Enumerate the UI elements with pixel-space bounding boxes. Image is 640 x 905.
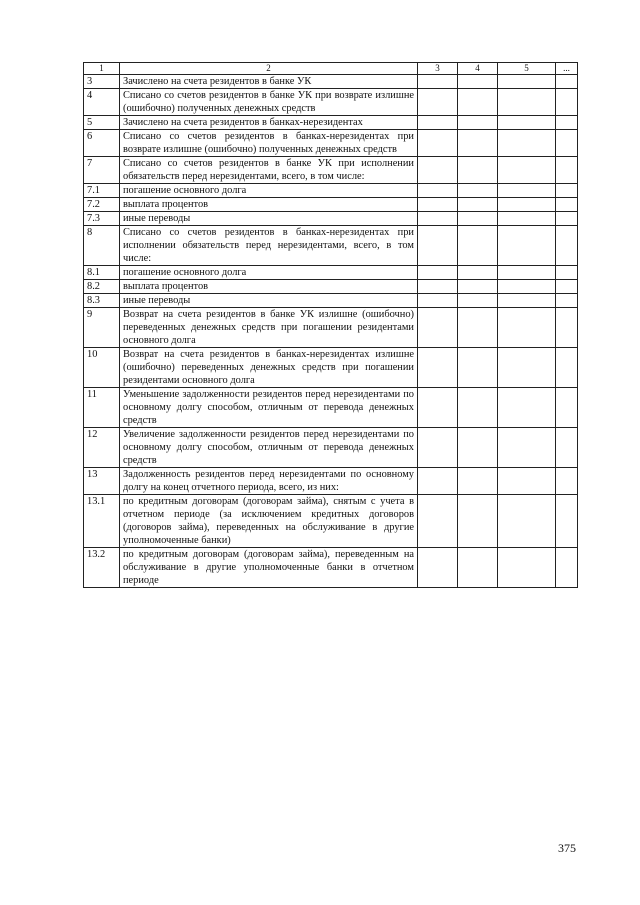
- header-col-1: 1: [84, 63, 120, 75]
- value-cell: [418, 280, 458, 294]
- value-cell: [498, 157, 556, 184]
- value-cell: [498, 89, 556, 116]
- table-row: [84, 89, 578, 116]
- row-number: 3: [84, 75, 120, 89]
- row-number: 6: [84, 130, 120, 157]
- table-row: [84, 428, 578, 468]
- row-number: 7: [84, 157, 120, 184]
- value-cell: [458, 212, 498, 226]
- value-cell: [418, 198, 458, 212]
- value-cell: [418, 212, 458, 226]
- value-cell: [418, 308, 458, 348]
- value-cell: [418, 388, 458, 428]
- header-col-5: 5: [498, 63, 556, 75]
- row-number: 13.1: [84, 495, 120, 548]
- value-cell: [498, 468, 556, 495]
- header-col-2: 2: [120, 63, 418, 75]
- row-indicator: по кредитным договорам (договорам займа), снятым с учета в отчетном периоде (за исключением кредитных договоров (договоров займа), переведенных на обслуживание в другие уполномоченные банки): [120, 495, 418, 548]
- value-cell: [556, 348, 578, 388]
- value-cell: [498, 495, 556, 548]
- value-cell: [418, 226, 458, 266]
- value-cell: [556, 130, 578, 157]
- table-row: [84, 468, 578, 495]
- value-cell: [418, 495, 458, 548]
- value-cell: [556, 116, 578, 130]
- table-row: [84, 388, 578, 428]
- table-row: [84, 495, 578, 548]
- value-cell: [556, 75, 578, 89]
- table-row: [84, 212, 578, 226]
- table-row: [84, 266, 578, 280]
- row-number: 5: [84, 116, 120, 130]
- value-cell: [556, 157, 578, 184]
- value-cell: [556, 495, 578, 548]
- table-header: [84, 63, 578, 75]
- row-number: 9: [84, 308, 120, 348]
- value-cell: [556, 388, 578, 428]
- table-row: [84, 157, 578, 184]
- row-number: 7.3: [84, 212, 120, 226]
- row-number: 8.3: [84, 294, 120, 308]
- value-cell: [556, 212, 578, 226]
- row-number: 13: [84, 468, 120, 495]
- value-cell: [458, 130, 498, 157]
- value-cell: [458, 294, 498, 308]
- row-number: 8: [84, 226, 120, 266]
- table-row: [84, 294, 578, 308]
- value-cell: [458, 157, 498, 184]
- value-cell: [418, 294, 458, 308]
- row-indicator: иные переводы: [120, 212, 418, 226]
- value-cell: [418, 75, 458, 89]
- value-cell: [556, 308, 578, 348]
- value-cell: [418, 548, 458, 588]
- row-indicator: Списано со счетов резидентов в банке УК при возврате излишне (ошибочно) полученных денежных средств: [120, 89, 418, 116]
- row-indicator: выплата процентов: [120, 280, 418, 294]
- value-cell: [498, 130, 556, 157]
- value-cell: [556, 294, 578, 308]
- row-indicator: Возврат на счета резидентов в банках-нерезидентах излишне (ошибочно) переведенных денежных средств при погашении резидентами основного долга: [120, 348, 418, 388]
- value-cell: [418, 130, 458, 157]
- value-cell: [498, 428, 556, 468]
- value-cell: [498, 348, 556, 388]
- row-indicator: иные переводы: [120, 294, 418, 308]
- value-cell: [458, 116, 498, 130]
- value-cell: [498, 280, 556, 294]
- report-table: [83, 62, 578, 588]
- table-row: [84, 184, 578, 198]
- value-cell: [418, 266, 458, 280]
- row-indicator: Зачислено на счета резидентов в банке УК: [120, 75, 418, 89]
- value-cell: [498, 308, 556, 348]
- table-row: [84, 75, 578, 89]
- value-cell: [556, 266, 578, 280]
- row-number: 8.2: [84, 280, 120, 294]
- value-cell: [458, 548, 498, 588]
- row-indicator: Уменьшение задолженности резидентов перед нерезидентами по основному долгу способом, отличным от перевода денежных средств: [120, 388, 418, 428]
- value-cell: [556, 468, 578, 495]
- value-cell: [498, 548, 556, 588]
- row-number: 7.1: [84, 184, 120, 198]
- value-cell: [418, 428, 458, 468]
- value-cell: [418, 89, 458, 116]
- value-cell: [556, 198, 578, 212]
- row-number: 13.2: [84, 548, 120, 588]
- row-indicator: Списано со счетов резидентов в банках-нерезидентах при исполнении обязательств перед нерезидентами, всего, в том числе:: [120, 226, 418, 266]
- value-cell: [458, 226, 498, 266]
- row-indicator: выплата процентов: [120, 198, 418, 212]
- value-cell: [498, 184, 556, 198]
- row-number: 4: [84, 89, 120, 116]
- row-indicator: Зачислено на счета резидентов в банках-нерезидентах: [120, 116, 418, 130]
- row-indicator: по кредитным договорам (договорам займа), переведенным на обслуживание в другие уполномоченные банки в отчетном периоде: [120, 548, 418, 588]
- row-number: 11: [84, 388, 120, 428]
- value-cell: [458, 280, 498, 294]
- table-row: [84, 308, 578, 348]
- value-cell: [556, 184, 578, 198]
- value-cell: [458, 75, 498, 89]
- row-indicator: Задолженность резидентов перед нерезидентами по основному долгу на конец отчетного периода, всего, из них:: [120, 468, 418, 495]
- header-row: [84, 63, 578, 75]
- value-cell: [458, 495, 498, 548]
- value-cell: [418, 468, 458, 495]
- row-number: 12: [84, 428, 120, 468]
- value-cell: [498, 226, 556, 266]
- value-cell: [498, 388, 556, 428]
- header-col-4: 4: [458, 63, 498, 75]
- value-cell: [556, 548, 578, 588]
- header-col-3: 3: [418, 63, 458, 75]
- header-col-more: ...: [556, 63, 578, 75]
- value-cell: [458, 388, 498, 428]
- value-cell: [556, 226, 578, 266]
- table-row: [84, 280, 578, 294]
- row-number: 7.2: [84, 198, 120, 212]
- value-cell: [498, 212, 556, 226]
- row-indicator: Списано со счетов резидентов в банках-нерезидентах при возврате излишне (ошибочно) полученных денежных средств: [120, 130, 418, 157]
- value-cell: [556, 280, 578, 294]
- value-cell: [556, 89, 578, 116]
- row-indicator: Возврат на счета резидентов в банке УК излишне (ошибочно) переведенных денежных средств при погашении резидентами основного долга: [120, 308, 418, 348]
- value-cell: [498, 266, 556, 280]
- row-indicator: погашение основного долга: [120, 266, 418, 280]
- value-cell: [498, 75, 556, 89]
- value-cell: [498, 198, 556, 212]
- value-cell: [556, 428, 578, 468]
- value-cell: [458, 468, 498, 495]
- value-cell: [418, 116, 458, 130]
- table-body: [84, 75, 578, 588]
- value-cell: [458, 184, 498, 198]
- value-cell: [458, 198, 498, 212]
- value-cell: [498, 294, 556, 308]
- row-indicator: погашение основного долга: [120, 184, 418, 198]
- value-cell: [458, 428, 498, 468]
- table-row: [84, 348, 578, 388]
- table-row: [84, 116, 578, 130]
- value-cell: [458, 308, 498, 348]
- table-row: [84, 198, 578, 212]
- value-cell: [458, 89, 498, 116]
- value-cell: [418, 184, 458, 198]
- row-number: 8.1: [84, 266, 120, 280]
- value-cell: [418, 157, 458, 184]
- row-indicator: Списано со счетов резидентов в банке УК при исполнении обязательств перед нерезидентами, всего, в том числе:: [120, 157, 418, 184]
- value-cell: [498, 116, 556, 130]
- value-cell: [458, 348, 498, 388]
- table-row: [84, 548, 578, 588]
- value-cell: [418, 348, 458, 388]
- row-indicator: Увеличение задолженности резидентов перед нерезидентами по основному долгу способом, отличным от перевода денежных средств: [120, 428, 418, 468]
- table-row: [84, 226, 578, 266]
- table-row: [84, 130, 578, 157]
- page-number: 375: [558, 841, 576, 855]
- row-number: 10: [84, 348, 120, 388]
- value-cell: [458, 266, 498, 280]
